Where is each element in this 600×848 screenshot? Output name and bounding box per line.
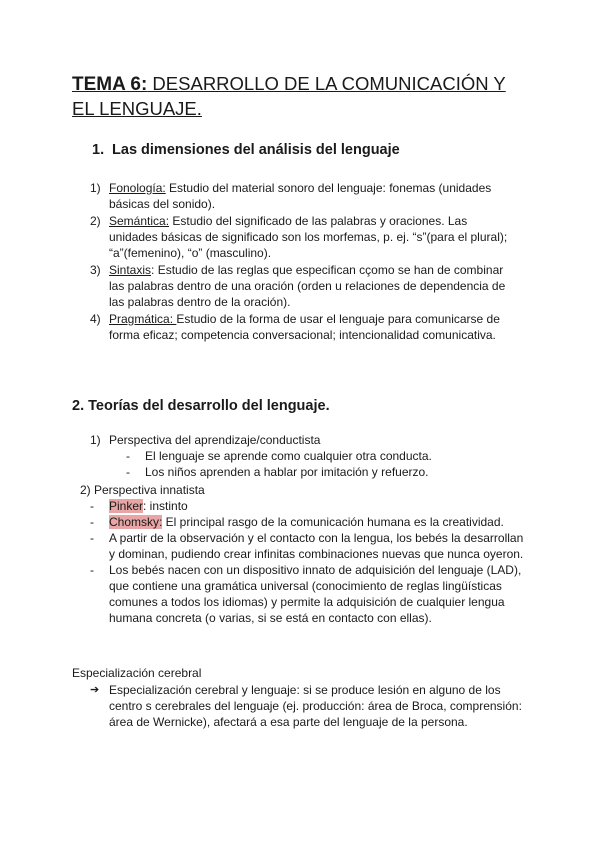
nativist-bullets bbox=[90, 498, 530, 626]
term-fonologia: Fonología: bbox=[109, 181, 166, 195]
section2-heading: 2. Teorías del desarrollo del lenguaje. bbox=[72, 398, 330, 414]
section3-item: ➔ Especialización cerebral y lenguaje: si se produce lesión en alguno de los centro s cerebrales del lenguaje (ej. producción: área de Broca, comprensión: área de Wernicke), afectará a esa parte del lenguaje de la persona. bbox=[90, 683, 522, 729]
list-item: - Los niños aprenden a hablar por imitación y refuerzo. bbox=[126, 465, 429, 479]
section1-title: Las dimensiones del análisis del lenguaje bbox=[112, 142, 400, 158]
section1-heading bbox=[92, 142, 400, 158]
perspective-nativist: 2) Perspectiva innatista bbox=[80, 483, 205, 497]
list-item: - El lenguaje se aprende como cualquier otra conducta. bbox=[126, 449, 432, 463]
behaviorist-bullets bbox=[126, 448, 526, 480]
section1-number: 1. bbox=[92, 142, 105, 158]
list-item: - Pinker: instinto bbox=[90, 499, 188, 513]
list-item: 4) Pragmática: Estudio de la forma de usar el lenguaje para comunicarse de forma eficaz; competencia conversacional; intencionalidad comunicativa. bbox=[90, 312, 500, 342]
title-tema: TEMA 6: bbox=[72, 74, 148, 95]
highlight-chomsky: Chomsky: bbox=[109, 515, 163, 529]
perspective-behaviorist: 1) Perspectiva del aprendizaje/conductista bbox=[90, 433, 321, 447]
list-item: - Chomsky: El principal rasgo de la comunicación humana es la creatividad. bbox=[90, 515, 504, 529]
arrow-icon: ➔ bbox=[90, 684, 100, 696]
term-pragmatica: Pragmática: bbox=[109, 312, 177, 326]
title-subject: DESARROLLO DE LA COMUNICACIÓN Y EL LENGUAJE. bbox=[72, 73, 506, 119]
section1-list bbox=[90, 180, 510, 344]
term-sintaxis: Sintaxis bbox=[109, 263, 152, 277]
list-item: 1) Fonología: Estudio del material sonoro del lenguaje: fonemas (unidades básicas del sonido). bbox=[90, 181, 492, 211]
list-item: 2) Semántica: Estudio del significado de las palabras y oraciones. Las unidades básicas de significado son los morfemas, p. ej. “s”(para el plural); “a”(femenino), “o” (masculino). bbox=[90, 214, 508, 260]
document-title bbox=[72, 72, 532, 121]
list-item: 3) Sintaxis: Estudio de las reglas que especifican cçomo se han de combinar las palabras dentro de una oración (orden u relaciones de dependencia de las palabras dentro de la oración). bbox=[90, 263, 506, 309]
term-semantica: Semántica: bbox=[109, 214, 170, 228]
highlight-pinker: Pinker bbox=[109, 499, 144, 513]
list-item: - A partir de la observación y el contacto con la lengua, los bebés la desarrollan y dominan, pudiendo crear infinitas combinaciones nuevas que nunca oyeron. bbox=[90, 531, 524, 561]
list-item: - Los bebés nacen con un dispositivo innato de adquisición del lenguaje (LAD), que contiene una gramática universal (conocimiento de reglas lingüísticas comunes a todos los idiomas) y permite la adquisición de cualquier lengua humana concreta (o varias, si se está en contacto con ellas). bbox=[90, 563, 522, 625]
section3-heading: Especialización cerebral bbox=[72, 666, 202, 680]
